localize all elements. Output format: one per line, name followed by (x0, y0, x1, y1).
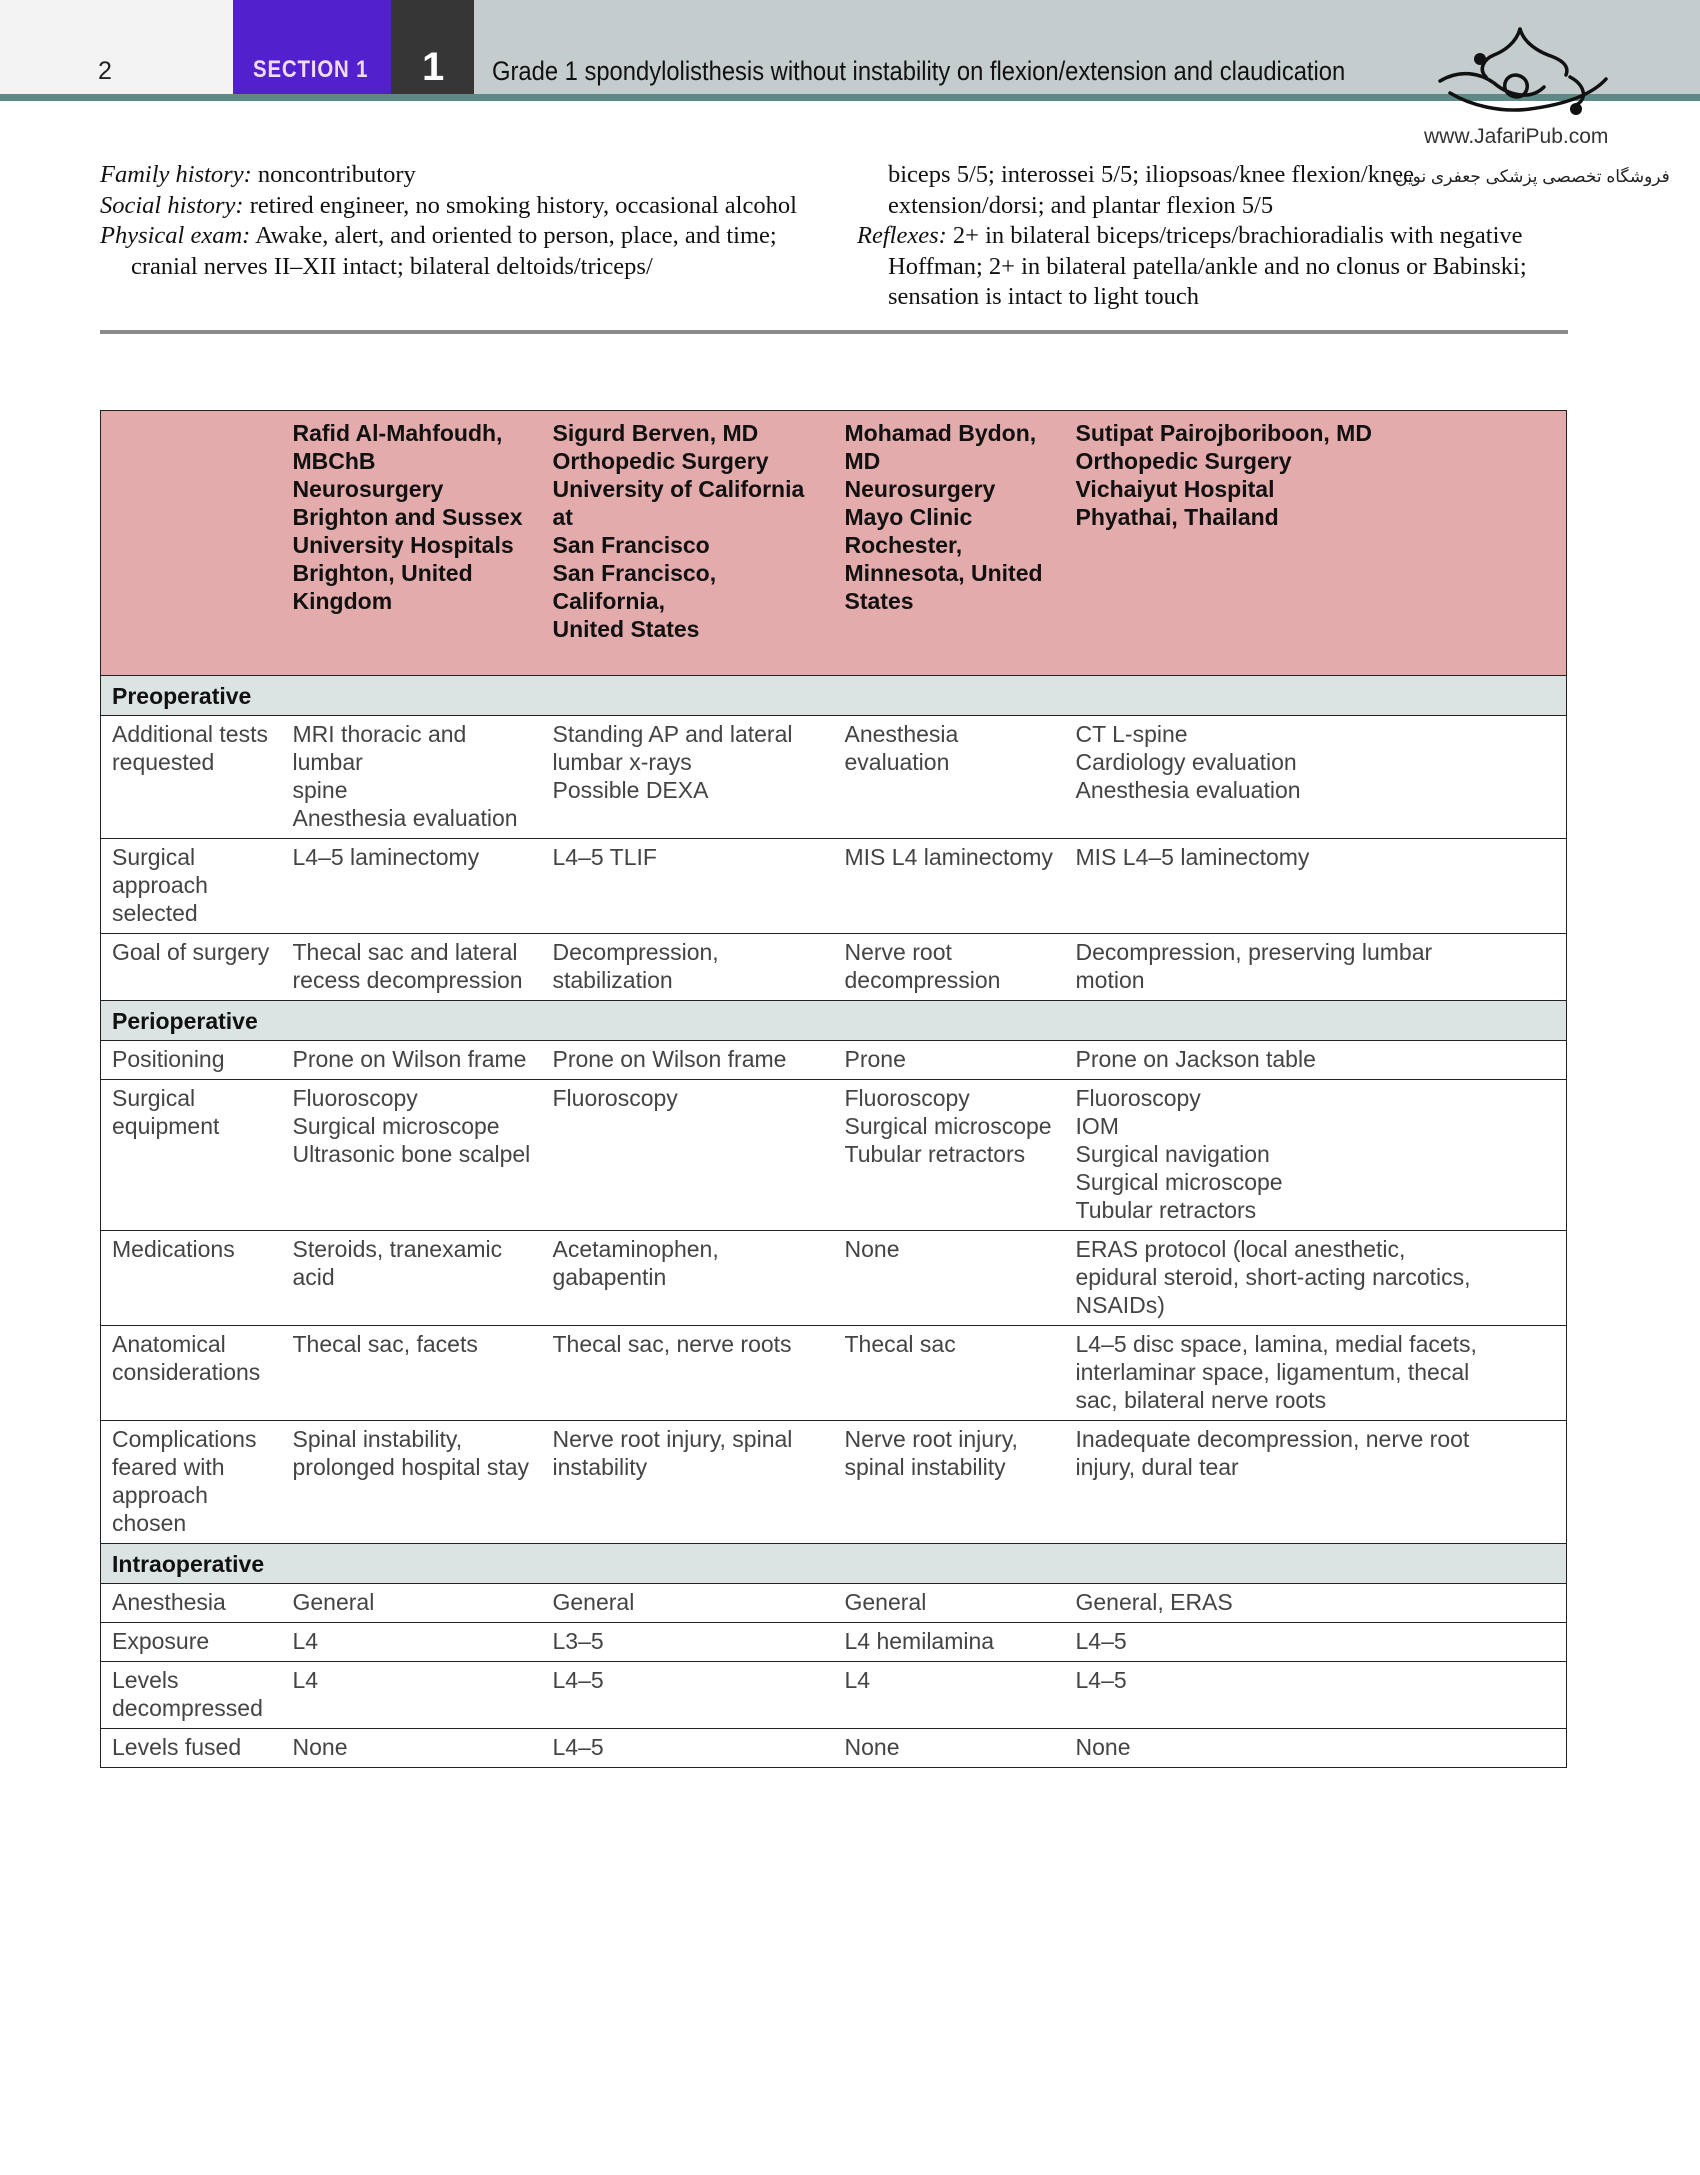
cell-line: L4–5 (552, 1667, 604, 1693)
row-label-line: Complications (112, 1426, 257, 1452)
cell-line: General (844, 1589, 927, 1615)
row-label-line: considerations (112, 1359, 261, 1385)
table-row (101, 934, 1567, 1001)
table-cell (834, 1729, 1065, 1768)
table-cell (834, 1326, 1065, 1421)
table-row (101, 716, 1567, 839)
table-cell (282, 934, 542, 1001)
table-cell (542, 716, 834, 839)
cell-line: MIS L4–5 laminectomy (1075, 844, 1310, 870)
table-cell (542, 1623, 834, 1662)
cell-line: L4–5 (552, 1734, 604, 1760)
table-cell (542, 1662, 834, 1729)
table-cell (542, 1729, 834, 1768)
table-cell (1065, 1231, 1567, 1326)
row-label-line: selected (112, 900, 198, 926)
publisher-url: www.JafariPub.com (1424, 125, 1609, 148)
table-cell (834, 839, 1065, 934)
table-cell (282, 1662, 542, 1729)
expert-header-line: Mayo Clinic (844, 504, 973, 530)
section-header-row (101, 676, 1567, 716)
table-cell (282, 1080, 542, 1231)
chapter-title: Grade 1 spondylolisthesis without instability on flexion/extension and claudication (492, 56, 1346, 86)
row-label-line: Exposure (112, 1628, 210, 1654)
cell-line: L4 (292, 1667, 319, 1693)
table-cell (1065, 1584, 1567, 1623)
expert-header-line: Rochester, (844, 532, 963, 558)
expert-header-line: Orthopedic Surgery (552, 448, 769, 474)
expert-header-line: Mohamad Bydon, MD (844, 420, 1037, 474)
family-history: Family history: noncontributory (100, 161, 416, 188)
table-cell (834, 1041, 1065, 1080)
cell-line: Surgical microscope (292, 1113, 500, 1139)
cell-line: Standing AP and lateral (552, 721, 793, 747)
table-cell (1065, 1421, 1567, 1544)
cell-line: Fluoroscopy (844, 1085, 970, 1111)
section-header-row (101, 1544, 1567, 1584)
row-label-line: Medications (112, 1236, 235, 1262)
cell-line: Prone (844, 1046, 906, 1072)
table-cell (542, 1080, 834, 1231)
publisher-tagline: فروشگاه تخصصی پزشکی جعفری نوین (1395, 167, 1670, 186)
table-row (101, 1041, 1567, 1080)
table-cell (542, 1231, 834, 1326)
row-label-line: Positioning (112, 1046, 225, 1072)
row-label (101, 1041, 282, 1080)
cell-line: Thecal sac, facets (292, 1331, 478, 1357)
expert-header-1 (282, 411, 542, 676)
case-history-left-column (100, 160, 800, 282)
cell-line: L4 (844, 1667, 871, 1693)
expert-header-line: Vichaiyut Hospital (1075, 476, 1275, 502)
table-header-row (101, 411, 1567, 676)
cell-line: stabilization (552, 967, 673, 993)
cell-line: General, ERAS (1075, 1589, 1233, 1615)
publisher-logo-icon (1420, 25, 1620, 125)
table-cell (282, 1231, 542, 1326)
row-label (101, 1662, 282, 1729)
expert-header-line: States (844, 588, 914, 614)
row-label-line: feared with (112, 1454, 225, 1480)
table-cell (834, 1623, 1065, 1662)
row-label-line: Surgical (112, 844, 196, 870)
table-row (101, 1421, 1567, 1544)
table-cell (1065, 1729, 1567, 1768)
table-cell (542, 1421, 834, 1544)
table-row (101, 1584, 1567, 1623)
cell-line: Surgical microscope (844, 1113, 1052, 1139)
table-body (101, 676, 1567, 1768)
cell-line: IOM (1075, 1113, 1119, 1139)
expert-header-line: Sigurd Berven, MD (552, 420, 759, 446)
table-cell (1065, 1662, 1567, 1729)
table-cell (834, 716, 1065, 839)
section-label: SECTION 1 (253, 56, 369, 83)
cell-line: Prone on Wilson frame (552, 1046, 787, 1072)
row-label-line: Additional tests (112, 721, 268, 747)
table-cell (834, 934, 1065, 1001)
section-title: Preoperative (101, 676, 1567, 716)
cell-line: Anesthesia evaluation (1075, 777, 1301, 803)
table-cell (834, 1662, 1065, 1729)
cell-line: motion (1075, 967, 1145, 993)
row-label-line: Goal of surgery (112, 939, 270, 965)
table-cell (282, 1623, 542, 1662)
cell-line: Cardiology evaluation (1075, 749, 1297, 775)
expert-header-line: University of California at (552, 476, 805, 530)
cell-line: Anesthesia evaluation (844, 721, 959, 775)
cell-line: Tubular retractors (1075, 1197, 1257, 1223)
row-label-line: chosen (112, 1510, 187, 1536)
row-label (101, 716, 282, 839)
table-cell (282, 1326, 542, 1421)
table-row (101, 1231, 1567, 1326)
cell-line: None (844, 1236, 900, 1262)
row-label-line: Levels (112, 1667, 179, 1693)
cell-line: injury, dural tear (1075, 1454, 1239, 1480)
cell-line: Possible DEXA (552, 777, 709, 803)
cell-line: Tubular retractors (844, 1141, 1026, 1167)
table-cell (834, 1584, 1065, 1623)
cell-line: L4–5 TLIF (552, 844, 657, 870)
row-label (101, 1623, 282, 1662)
expert-header-4 (1065, 411, 1567, 676)
page-number: 2 (98, 57, 112, 85)
cell-line: Surgical microscope (1075, 1169, 1283, 1195)
cell-line: Nerve root injury, (844, 1426, 1018, 1452)
table-cell (1065, 716, 1567, 839)
cell-line: L4 hemilamina (844, 1628, 995, 1654)
section-title: Intraoperative (101, 1544, 1567, 1584)
cell-line: lumbar x-rays (552, 749, 692, 775)
cell-line: decompression (844, 967, 1001, 993)
cell-line: Nerve root injury, spinal (552, 1426, 793, 1452)
expert-header-line: Orthopedic Surgery (1075, 448, 1292, 474)
row-label-line: Levels fused (112, 1734, 242, 1760)
row-label (101, 839, 282, 934)
social-history: Social history: retired engineer, no smoking history, occasional alcohol (100, 191, 797, 219)
cell-line: Steroids, tranexamic (292, 1236, 503, 1262)
cell-line: L4–5 disc space, lamina, medial facets, (1075, 1331, 1477, 1357)
table-cell (542, 1584, 834, 1623)
cell-line: Thecal sac (844, 1331, 956, 1357)
table-cell (1065, 1623, 1567, 1662)
expert-header-3 (834, 411, 1065, 676)
row-label (101, 1080, 282, 1231)
cell-line: Spinal instability, (292, 1426, 463, 1452)
table-cell (1065, 1326, 1567, 1421)
cell-line: Inadequate decompression, nerve root (1075, 1426, 1470, 1452)
row-label-line: approach (112, 1482, 208, 1508)
table-cell (282, 1041, 542, 1080)
table-cell (542, 1041, 834, 1080)
row-label-line: decompressed (112, 1695, 263, 1721)
cell-line: L4 (292, 1628, 319, 1654)
physical-exam-continued: biceps 5/5; interossei 5/5; iliopsoas/knee flexion/knee extension/dorsi; and plantar flexion 5/5 (888, 161, 1414, 219)
table-cell (1065, 934, 1567, 1001)
cell-line: Fluoroscopy (552, 1085, 678, 1111)
cell-line: Surgical navigation (1075, 1141, 1270, 1167)
row-label (101, 1729, 282, 1768)
cell-line: Fluoroscopy (292, 1085, 418, 1111)
cell-line: Thecal sac, nerve roots (552, 1331, 792, 1357)
table-cell (1065, 1041, 1567, 1080)
table-cell (282, 1729, 542, 1768)
row-label (101, 1584, 282, 1623)
expert-header-line: University Hospitals (292, 532, 514, 558)
cell-line: recess decompression (292, 967, 523, 993)
expert-header-line: Phyathai, Thailand (1075, 504, 1279, 530)
table-cell (542, 934, 834, 1001)
cell-line: Acetaminophen, gabapentin (552, 1236, 719, 1290)
cell-line: NSAIDs) (1075, 1292, 1165, 1318)
cell-line: instability (552, 1454, 648, 1480)
cell-line: Fluoroscopy (1075, 1085, 1201, 1111)
table-cell (542, 839, 834, 934)
chapter-number-tab (391, 0, 474, 95)
table-cell (542, 1326, 834, 1421)
chapter-number: 1 (422, 45, 445, 89)
row-label-line: requested (112, 749, 215, 775)
cell-line: MRI thoracic and lumbar (292, 721, 467, 775)
cell-line: epidural steroid, short-acting narcotics, (1075, 1264, 1471, 1290)
table-cell (1065, 1080, 1567, 1231)
cell-line: MIS L4 laminectomy (844, 844, 1053, 870)
cell-line: Anesthesia evaluation (292, 805, 518, 831)
cell-line: None (1075, 1734, 1131, 1760)
expert-header-line: Minnesota, United (844, 560, 1043, 586)
cell-line: L3–5 (552, 1628, 604, 1654)
cell-line: L4–5 (1075, 1628, 1127, 1654)
cell-line: prolonged hospital stay (292, 1454, 530, 1480)
table-row (101, 1729, 1567, 1768)
table-cell (834, 1421, 1065, 1544)
row-label-line: Anatomical (112, 1331, 226, 1357)
cell-line: L4–5 (1075, 1667, 1127, 1693)
row-label-line: equipment (112, 1113, 220, 1139)
expert-header-line: San Francisco (552, 532, 710, 558)
expert-header-line: San Francisco, California, (552, 560, 717, 614)
cell-line: Decompression, preserving lumbar (1075, 939, 1433, 965)
section-label-tab (233, 0, 391, 95)
expert-header-line: Neurosurgery (292, 476, 444, 502)
reflexes: Reflexes: 2+ in bilateral biceps/triceps/brachioradialis with negative Hoffman; 2+ in bilateral patella/ankle and no clonus or Babinski; sensation is intact to light touch (857, 222, 1527, 310)
cell-line: Thecal sac and lateral (292, 939, 518, 965)
row-label-line: approach (112, 872, 208, 898)
cell-line: Prone on Wilson frame (292, 1046, 527, 1072)
table-cell (1065, 839, 1567, 934)
row-label-line: Anesthesia (112, 1589, 226, 1615)
cell-line: None (292, 1734, 348, 1760)
header-left-band (0, 0, 233, 95)
row-label (101, 1231, 282, 1326)
cell-line: General (552, 1589, 635, 1615)
cell-line: Nerve root (844, 939, 952, 965)
table-cell (282, 1584, 542, 1623)
row-label (101, 934, 282, 1001)
table-cell (834, 1231, 1065, 1326)
header-empty-cell (101, 411, 282, 676)
expert-header-line: Sutipat Pairojboriboon, MD (1075, 420, 1372, 446)
table-row (101, 1662, 1567, 1729)
expert-header-line: Brighton and Sussex (292, 504, 523, 530)
cell-line: CT L-spine (1075, 721, 1188, 747)
table-cell (282, 1421, 542, 1544)
cell-line: Prone on Jackson table (1075, 1046, 1316, 1072)
expert-header-line: Brighton, United (292, 560, 473, 586)
row-label (101, 1421, 282, 1544)
cell-line: spinal instability (844, 1454, 1006, 1480)
cell-line: General (292, 1589, 375, 1615)
table-row (101, 1326, 1567, 1421)
cell-line: None (844, 1734, 900, 1760)
table-row (101, 839, 1567, 934)
expert-header-line: Rafid Al-Mahfoudh, (292, 420, 503, 446)
cell-line: spine (292, 777, 348, 803)
expert-header-line: MBChB (292, 448, 376, 474)
cell-line: Decompression, (552, 939, 719, 965)
cell-line: Ultrasonic bone scalpel (292, 1141, 531, 1167)
section-title: Perioperative (101, 1001, 1567, 1041)
section-divider (100, 330, 1568, 334)
cell-line: ERAS protocol (local anesthetic, (1075, 1236, 1406, 1262)
expert-comparison-table (100, 410, 1567, 1768)
cell-line: L4–5 laminectomy (292, 844, 480, 870)
table-row (101, 1080, 1567, 1231)
row-label (101, 1326, 282, 1421)
case-history-right-column (857, 160, 1537, 313)
expert-header-2 (542, 411, 834, 676)
expert-header-line: Kingdom (292, 588, 393, 614)
section-header-row (101, 1001, 1567, 1041)
row-label-line: Surgical (112, 1085, 196, 1111)
table-cell (282, 839, 542, 934)
cell-line: interlaminar space, ligamentum, thecal (1075, 1359, 1470, 1385)
table-cell (282, 716, 542, 839)
expert-header-line: Neurosurgery (844, 476, 996, 502)
cell-line: acid (292, 1264, 335, 1290)
physical-exam: Physical exam: Awake, alert, and oriented to person, place, and time; cranial nerves II–XII intact; bilateral deltoids/triceps/ (100, 222, 777, 280)
table-cell (834, 1080, 1065, 1231)
table-row (101, 1623, 1567, 1662)
expert-header-line: United States (552, 616, 700, 642)
cell-line: sac, bilateral nerve roots (1075, 1387, 1327, 1413)
